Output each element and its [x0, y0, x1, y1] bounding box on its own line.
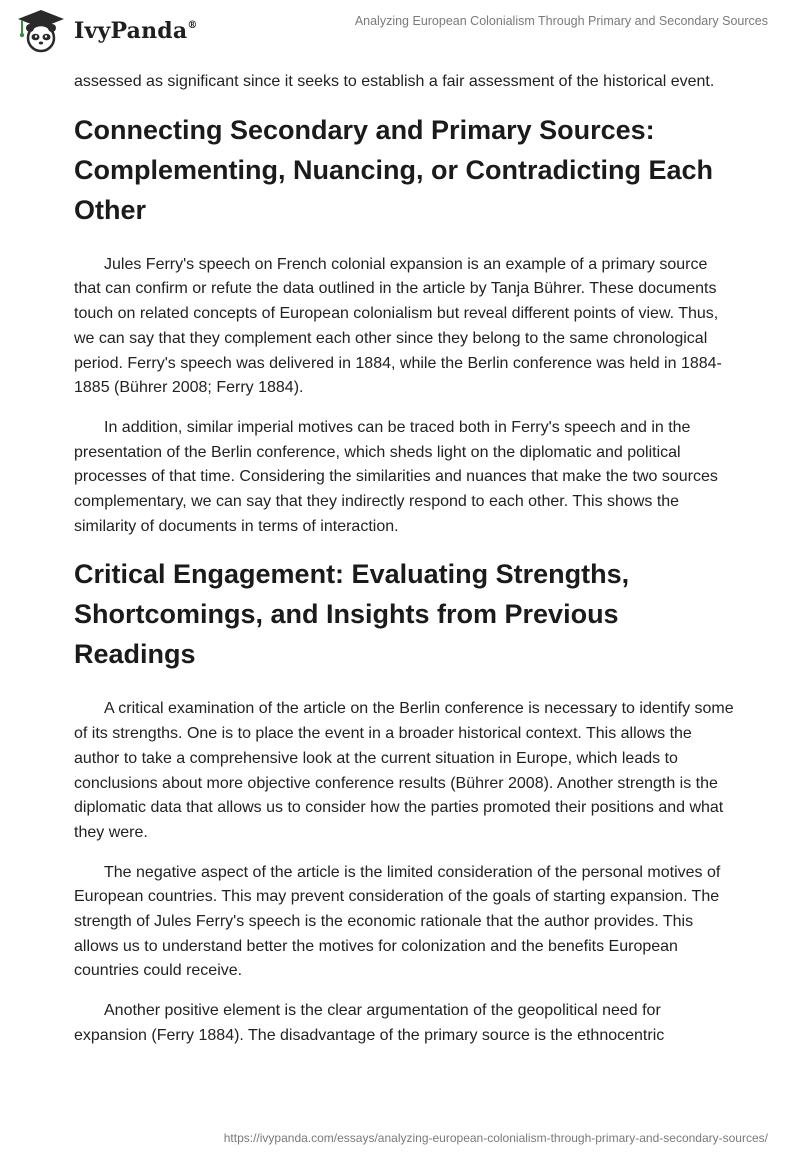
- ivypanda-logo[interactable]: [12, 8, 198, 54]
- paragraph: In addition, similar imperial motives can be traced both in Ferry's speech and in the presentation of the Berlin conference, which sheds light on the diplomatic and political processes of that time. Considering the similarities and nuances that make the two sources complementary, we can say that they indirectly respond to each other. This shows the similarity of documents in terms of interaction.: [74, 418, 718, 535]
- essay-body: [74, 70, 734, 1064]
- page-header: [0, 0, 800, 62]
- intro-paragraph: assessed as significant since it seeks to establish a fair assessment of the historical event.: [74, 73, 715, 90]
- section-heading-connecting-sources: Connecting Secondary and Primary Sources: Complementing, Nuancing, or Contradicting Each Other: [74, 114, 714, 225]
- paragraph: Another positive element is the clear argumentation of the geopolitical need for expansion (Ferry 1884). The disadvantage of the primary source is the ethnocentric: [74, 1002, 665, 1044]
- document-title: Analyzing European Colonialism Through Primary and Secondary Sources: [354, 14, 768, 28]
- paragraph: The negative aspect of the article is the limited consideration of the personal motives of European countries. This may prevent consideration of the goals of starting expansion. The strength of Jules Ferry's speech is the economic rationale that the author provides. This allows us to understand better the motives for colonization and the benefits European countries could receive.: [74, 863, 721, 980]
- paragraph: Jules Ferry's speech on French colonial expansion is an example of a primary source that can confirm or refute the data outlined in the article by Tanja Bührer. These documents touch on related concepts of European colonialism but reveal different points of view. Thus, we can say that they complement each other since they belong to the same chronological period. Ferry's speech was delivered in 1884, while the Berlin conference was held in 1884-1885 (Bührer 2008; Ferry 1884).: [74, 255, 722, 397]
- panda-graduation-icon: [12, 8, 70, 54]
- paragraph: A critical examination of the article on the Berlin conference is necessary to identify some of its strengths. One is to place the event in a broader historical context. This allows the author to take a comprehensive look at the current situation in Europe, which leads to conclusions about more objective conference results (Bührer 2008). Another strength is the diplomatic data that allows us to consider how the parties promoted their positions and what they were.: [74, 700, 734, 841]
- section-heading-critical-engagement: Critical Engagement: Evaluating Strengths, Shortcomings, and Insights from Previous Readings: [74, 559, 630, 670]
- brand-name: IvyPanda®: [74, 18, 198, 44]
- source-url[interactable]: https://ivypanda.com/essays/analyzing-european-colonialism-through-primary-and-secondary-sources/: [223, 1131, 768, 1145]
- registered-mark: ®: [187, 20, 198, 31]
